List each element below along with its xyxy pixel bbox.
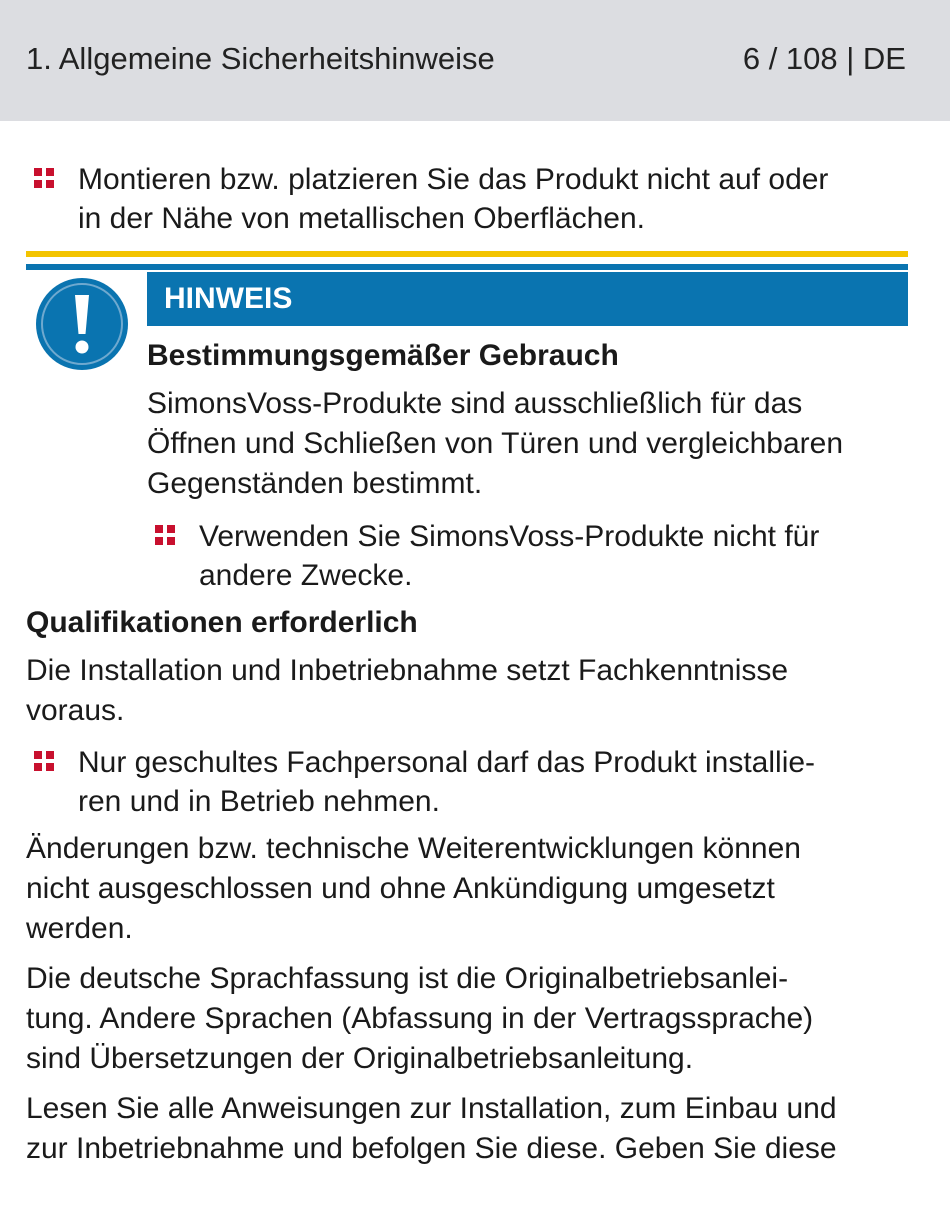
notice-banner: HINWEIS <box>147 272 908 326</box>
bullet-square-icon <box>34 751 54 771</box>
list-item-line: Nur geschultes Fachpersonal darf das Produkt installie- <box>78 746 816 779</box>
notice-text-line: Öffnen und Schließen von Türen und vergleichbaren <box>147 427 844 460</box>
notice-title: Bestimmungsgemäßer Gebrauch <box>147 339 619 372</box>
list-item-line: Verwenden Sie SimonsVoss-Produkte nicht für <box>199 520 820 553</box>
list-item <box>26 743 910 821</box>
notice-text-line: SimonsVoss-Produkte sind ausschließlich für das <box>147 387 803 420</box>
paragraph-line: Änderungen bzw. technische Weiterentwicklungen können <box>26 832 801 865</box>
paragraph-line: sind Übersetzungen der Originalbetriebsanleitung. <box>26 1042 694 1075</box>
paragraph <box>26 829 910 949</box>
page-content <box>26 160 910 1169</box>
paragraph-line: Die Installation und Inbetriebnahme setzt Fachkenntnisse <box>26 654 789 687</box>
paragraph-line: tung. Andere Sprachen (Abfassung in der Vertragssprache) <box>26 1002 814 1035</box>
notice-divider <box>26 251 910 272</box>
paragraph-line: Die deutsche Sprachfassung ist die Originalbetriebsanlei- <box>26 962 789 995</box>
paragraph-line: zur Inbetriebnahme und befolgen Sie diese. Geben Sie diese <box>26 1132 837 1165</box>
list-item-line: andere Zwecke. <box>199 559 413 592</box>
page-number: 6 / 108 | DE <box>742 41 906 76</box>
list-item <box>26 160 910 238</box>
bullet-square-icon <box>34 168 54 188</box>
paragraph <box>26 959 910 1079</box>
notice-text <box>147 384 910 504</box>
paragraph <box>26 651 910 731</box>
paragraph-line: nicht ausgeschlossen und ohne Ankündigung umgesetzt <box>26 872 775 905</box>
paragraph <box>26 1089 910 1169</box>
page-header <box>0 0 950 121</box>
list-item-line: in der Nähe von metallischen Oberflächen. <box>78 202 645 235</box>
notice-box <box>26 272 910 595</box>
section-heading: Qualifikationen erforderlich <box>26 606 418 639</box>
paragraph-line: voraus. <box>26 694 125 727</box>
section-title: 1. Allgemeine Sicherheitshinweise <box>26 41 495 76</box>
paragraph-line: Lesen Sie alle Anweisungen zur Installation, zum Einbau und <box>26 1092 837 1125</box>
list-item <box>147 517 910 595</box>
list-item-line: ren und in Betrieb nehmen. <box>78 785 440 818</box>
notice-text-line: Gegenständen bestimmt. <box>147 467 483 500</box>
paragraph-line: werden. <box>26 912 133 945</box>
bullet-square-icon <box>155 525 175 545</box>
exclamation-circle-icon <box>35 277 129 371</box>
list-item-line: Montieren bzw. platzieren Sie das Produkt nicht auf oder <box>78 163 829 196</box>
